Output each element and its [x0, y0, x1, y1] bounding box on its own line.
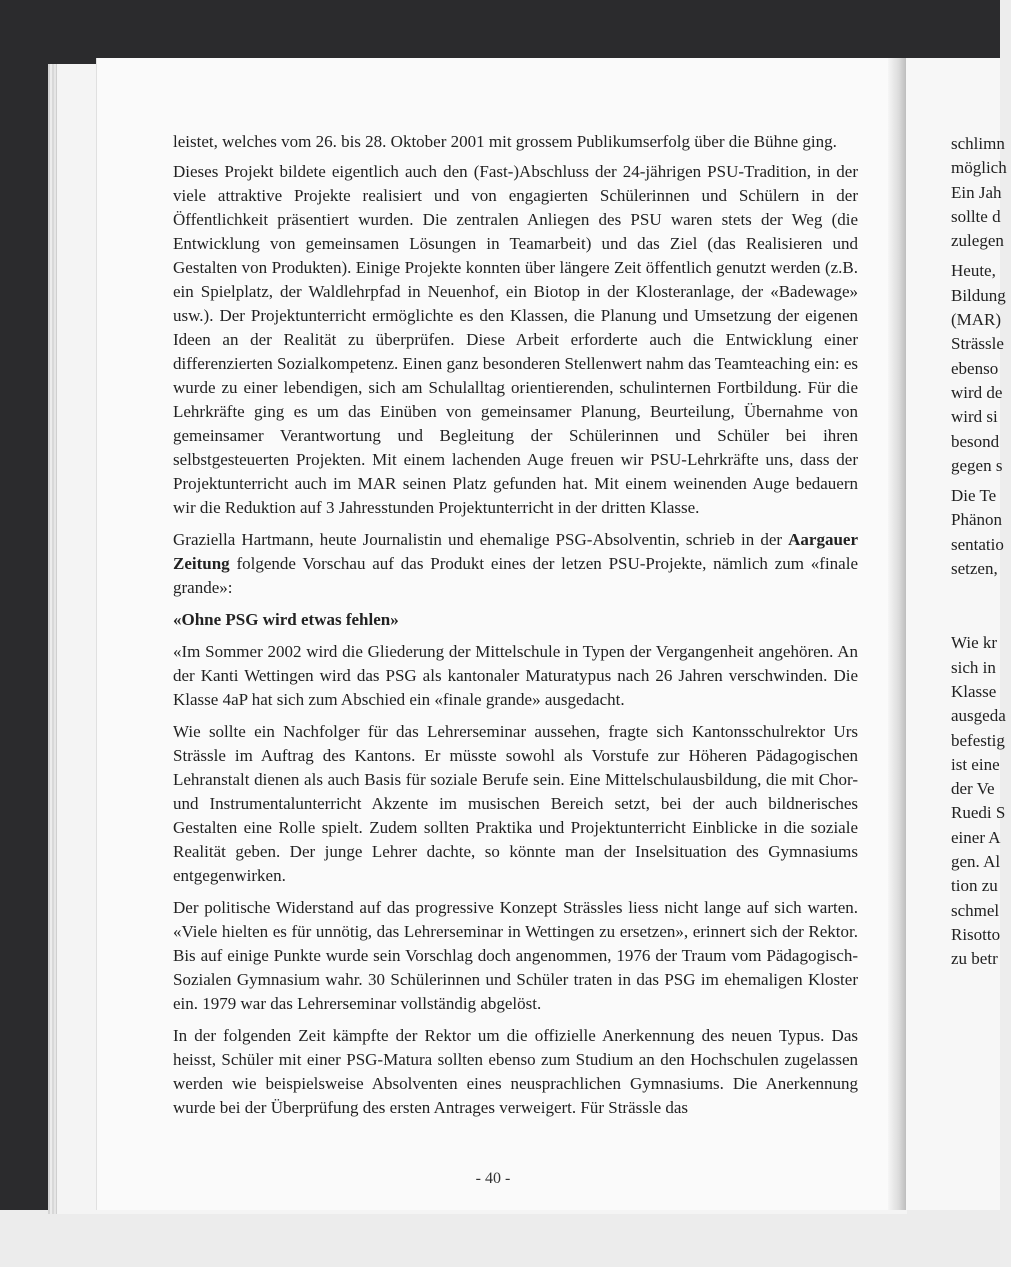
paragraph: Dieses Projekt bildete eigentlich auch den (Fast-)Abschluss der 24-jährigen PSU-Tradition, in der viele attraktive Projekte realisiert und von engagierten Schülerinnen und Schülern in der Öffentlichkeit präsentiert wurden. Die zentralen Anliegen des PSU waren stets der Weg (die Entwicklung von gemeinsamen Lösungen in Teamarbeit) und das Ziel (das Realisieren und Gestalten von Produkten). Einige Projekte konnten über längere Zeit öffentlich genutzt werden (z.B. ein Spielplatz, der Waldlehrpfad in Neuenhof, ein Biotop in der Klosteranlage, der «Badewage» usw.). Der Projektunterricht ermöglichte es den Klassen, die Planung und Umsetzung der eigenen Ideen an der Realität zu überprüfen. Diese Arbeit erforderte auch die Entwicklung einer differenzierten Sozialkompetenz. Einen ganz besonderen Stellenwert nahm das Teamteaching ein: es wurde zu einer lebendigen, sich am Schulalltag orientierenden, schulinternen Fortbildung. Für die Lehrkräfte ging es um das Einüben von gemeinsamer Planung, Beurteilung, Übernahme von gemeinsamer Verantwortung und Begleitung der Schülerinnen und Schüler bei ihren selbstgesteuerten Projekten. Mit einem lachenden Auge freuen wir PSU-Lehrkräfte uns, dass der Projektunterricht auch im MAR seinen Platz gefunden hat. Mit einem weinenden Auge bedauern wir die Reduktion auf 3 Jahresstunden Projektunterricht in der dritten Klasse. — [173, 162, 859, 517]
fragment-line: gegen s — [951, 455, 1003, 475]
left-page-text — [173, 130, 858, 1128]
fragment-line: zu betr — [951, 949, 998, 969]
fragment-line: Heute, — [951, 261, 996, 281]
fragment-line: schlimn — [951, 134, 1005, 153]
fragment-line: Ein Jah — [951, 182, 1002, 202]
intro-text: Graziella Hartmann, heute Journalistin und ehemalige PSG-Absolventin, schrieb in der — [173, 530, 789, 549]
fragment-line: ist eine — [951, 754, 1000, 774]
fragment-line: wird si — [951, 407, 998, 427]
article-paragraph: In der folgenden Zeit kämpfte der Rektor um die offizielle Anerkennung des neuen Typus. Das heisst, Schüler mit einer PSG-Matura sollten ebenso zum Studium an den Hochschulen zugelassen werden wie beispielsweise Absolventen eines neusprachlichen Gymnasiums. Die Anerkennung wurde bei der Überprüfung des ersten Antrages verweigert. Für Strässle das — [173, 1026, 858, 1117]
fragment-line: ebenso — [951, 358, 999, 378]
fragment-line: tion zu — [951, 876, 998, 896]
page-number: - 40 - — [475, 1170, 511, 1187]
fragment-line: schmel — [951, 900, 1000, 920]
article-paragraph: Wie sollte ein Nachfolger für das Lehrerseminar aussehen, fragte sich Kantonsschulrektor Urs Strässle im Auftrag des Kantons. Er müsste sowohl als Vorstufe zur Höheren Pädagogischen Lehranstalt dienen als auch Basis für soziale Berufe sein. Eine Mittelschulausbildung, die mit Chor- und Instrumentalunterricht Akzente im musischen Bereich setzt, bei der auch bildnerisches Gestalten eine Rolle spielt. Zudem sollten Praktika und Projektunterricht Einblicke in die soziale Realität geben. Der junge Lehrer dachte, so könnte man der Inselsituation des Gymnasiums entgegenwirken. — [173, 722, 858, 885]
right-block-3 — [951, 484, 1011, 581]
book-gutter — [888, 58, 906, 1210]
newspaper-name: Aargauer Zeitung — [173, 530, 858, 573]
fragment-line: zulegen — [951, 231, 1004, 251]
fragment-line: besond — [951, 431, 1000, 451]
article-paragraph: Der politische Widerstand auf das progressive Konzept Strässles liess nicht lange auf sich warten. «Viele hielten es für unnötig, das Lehrerseminar in Wettingen zu ersetzen», erinnert sich der Rektor. Bis auf einige Punkte wurde sein Vorschlag doch angenommen, 1976 der Traum vom Pädagogisch-Sozialen Gymnasium wahr. 30 Schülerinnen und Schüler traten in das PSG im ehemaligen Kloster ein. 1979 war das Lehrerseminar vollständig abgelöst. — [173, 898, 858, 1013]
fragment-line: gen. Al — [951, 852, 1001, 872]
fragment-line: befestig — [951, 730, 1005, 750]
fragment-line: sollte d — [951, 206, 1001, 226]
right-block-1 — [951, 132, 1011, 253]
fragment-line: Risotto — [951, 924, 1001, 944]
fragment-line: Ruedi S — [951, 803, 1006, 823]
fragment-line: Wie kr — [951, 633, 998, 653]
fragment-line: sich in — [951, 657, 996, 677]
fragment-line: wird de — [951, 382, 1003, 402]
fragment-line: Bildung — [951, 285, 1006, 305]
right-block-2 — [951, 259, 1011, 478]
right-page-fragments — [951, 132, 1011, 972]
fragment-line: Strässle — [951, 334, 1004, 354]
fragment-line: der Ve — [951, 779, 995, 799]
fragment-line: sentatio — [951, 534, 1004, 554]
fragment-line: Klasse — [951, 681, 997, 701]
fragment-line: Phänon — [951, 510, 1002, 530]
fragment-line: einer A — [951, 827, 1001, 847]
paragraph: leistet, welches vom 26. bis 28. Oktober 2001 mit grossem Publikumserfolg über die Bühne ging. — [173, 132, 837, 151]
fragment-line: ausgeda — [951, 706, 1006, 726]
fragment-line: Die Te — [951, 486, 997, 506]
fragment-line: (MAR) — [951, 310, 1002, 330]
article-intro — [173, 528, 858, 600]
fragment-line: möglich — [951, 158, 1007, 178]
fragment-line: setzen, — [951, 559, 998, 579]
intro-text: folgende Vorschau auf das Produkt eines der letzen PSU-Projekte, nämlich zum «finale grande»: — [173, 554, 858, 597]
right-block-4 — [951, 631, 1011, 971]
article-paragraph: «Im Sommer 2002 wird die Gliederung der Mittelschule in Typen der Vergangenheit angehören. An der Kanti Wettingen wird das PSG als kantonaler Maturatypus nach 26 Jahren verschwinden. Die Klasse 4aP hat sich zum Abschied ein «finale grande» ausgedacht. — [173, 642, 858, 709]
article-heading: «Ohne PSG wird etwas fehlen» — [173, 610, 399, 629]
